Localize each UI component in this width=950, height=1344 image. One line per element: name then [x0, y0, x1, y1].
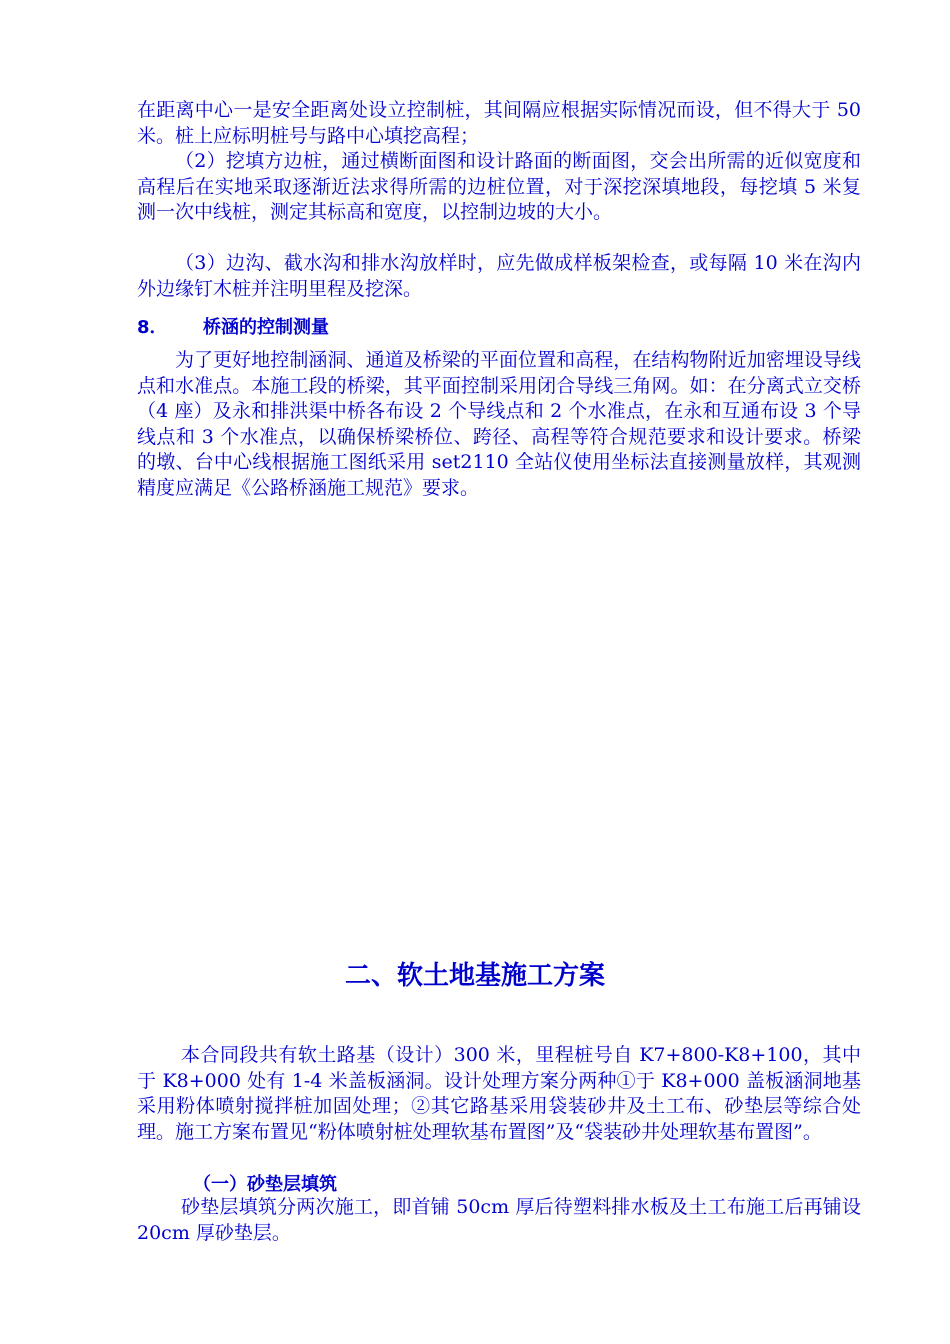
- subsection-title: （一）砂垫层填筑: [193, 1174, 337, 1195]
- paragraph-control-stake: 在距离中心一是安全距离处设立控制桩，其间隔应根据实际情况而设，但不得大于 50 米。桩上应标明桩号与路中心填挖高程；: [137, 99, 861, 147]
- paragraph-sand-cushion: 砂垫层填筑分两次施工，即首铺 50cm 厚后待塑料排水板及土工布施工后再铺设 20cm 厚砂垫层。: [137, 1196, 861, 1244]
- section-title: 桥涵的控制测量: [203, 317, 329, 338]
- paragraph-ditch-layout: （3）边沟、截水沟和排水沟放样时，应先做成样板架检查，或每隔 10 米在沟内外边缘钉木桩并注明里程及挖深。: [137, 252, 861, 300]
- chapter-title: 二、软土地基施工方案: [344, 961, 605, 991]
- paragraph-bridge-control: 为了更好地控制涵洞、通道及桥梁的平面位置和高程，在结构物附近加密埋设导线点和水准点。本施工段的桥梁，其平面控制采用闭合导线三角网。如：在分离式立交桥（4 座）及永和排洪渠中桥各布设 2 个导线点和 2 个水准点，在永和互通布设 3 个导线点和 3 个水准点，以确保桥梁桥位、跨径、高程等符合规范要求和设计要求。桥梁的墩、台中心线根据施工图纸采用 set2110 全站仪使用坐标法直接测量放样，其观测精度应满足《公路桥涵施工规范》要求。: [137, 349, 861, 499]
- paragraph-soft-foundation: 本合同段共有软土路基（设计）300 米，里程桩号自 K7+800-K8+100，其中于 K8+000 处有 1-4 米盖板涵洞。设计处理方案分两种①于 K8+000 盖板涵洞地基采用粉体喷射搅拌桩加固处理；②其它路基采用袋装砂井及土工布、砂垫层等综合处理。施工方案布置见“粉体喷射桩处理软基布置图”及“袋装砂井处理软基布置图”。: [137, 1044, 861, 1143]
- section-number: 8．: [137, 317, 168, 338]
- section-heading-8: [137, 313, 329, 339]
- paragraph-side-stake: （2）挖填方边桩，通过横断面图和设计路面的断面图，交会出所需的近似宽度和高程后在实地采取逐渐近法求得所需的边桩位置，对于深挖深填地段，每挖填 5 米复测一次中线桩，测定其标高和宽度，以控制边坡的大小。: [137, 150, 861, 223]
